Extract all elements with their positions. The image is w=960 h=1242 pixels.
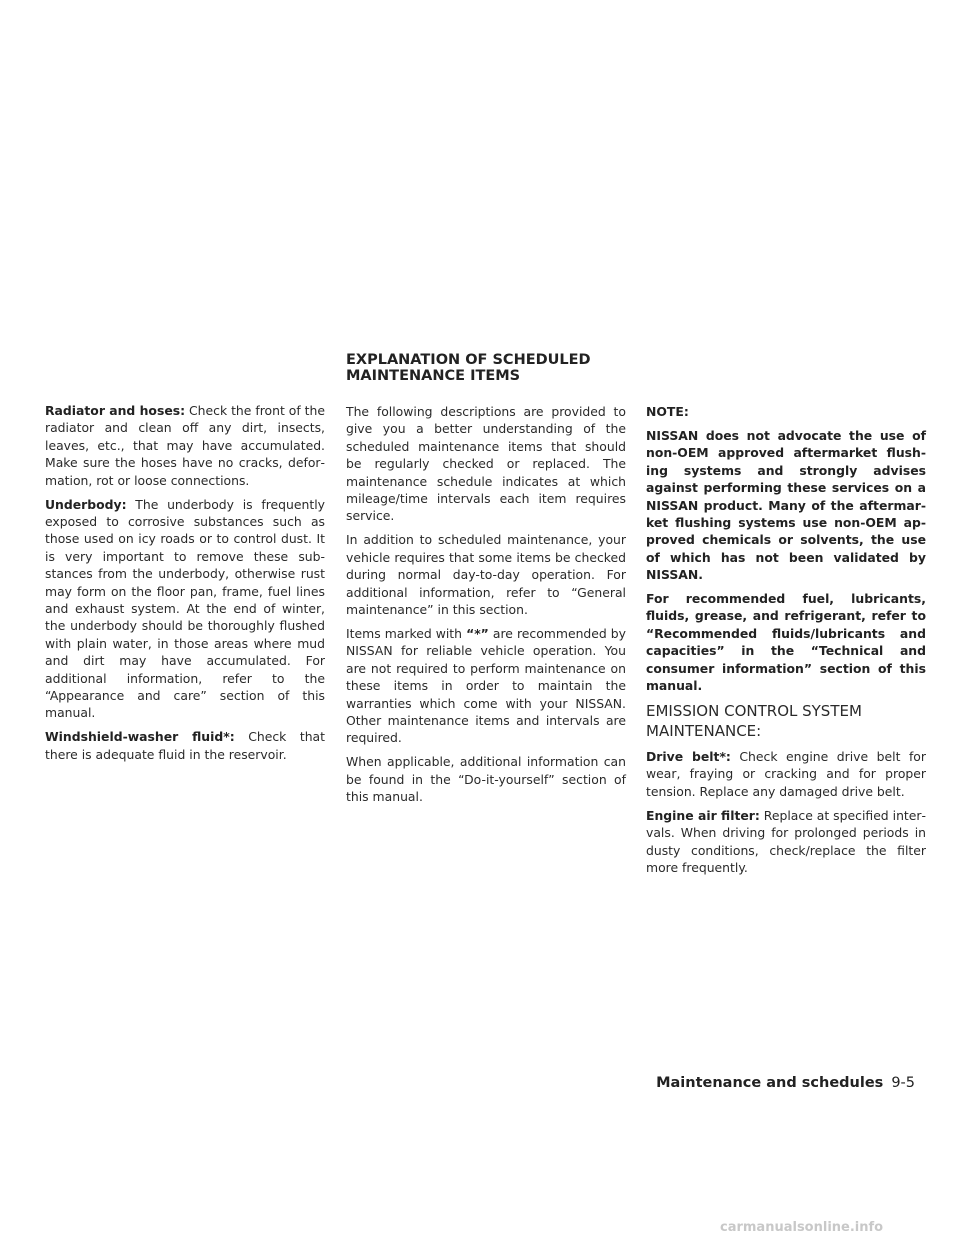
column-right (646, 403, 926, 883)
emission-control-subheading: EMISSION CONTROL SYSTEM MAINTENANCE: (646, 702, 862, 740)
section-heading-line2: MAINTENANCE ITEMS (346, 368, 521, 384)
footer-section-title: Maintenance and schedules (656, 1075, 884, 1091)
column-left (45, 402, 325, 770)
air-filter-text: Replace at specified intervals. When driving for prolonged periods in dusty conditions, check/replace the filter more frequently. (646, 807, 926, 875)
do-it-yourself-paragraph: When applicable, additional information can be found in the “Do-it-yourself” section of this manual. (346, 754, 626, 805)
air-filter-label: Engine air filter: (646, 807, 760, 823)
section-heading-line1: EXPLANATION OF SCHEDULED (346, 352, 591, 368)
drive-belt-paragraph (646, 748, 926, 800)
washer-fluid-label: Windshield-washer fluid*: (45, 729, 235, 745)
watermark-text: carmanualsonline.info (720, 1220, 884, 1235)
drive-belt-label: Drive belt*: (646, 749, 731, 764)
note-paragraph-2: For recommended fuel, lubricants, fluids, grease, and refrigerant, refer to “Recommended fluids/lubricants and capacities” in the “Technical and consumer information” section of this manual. (646, 591, 926, 694)
washer-fluid-paragraph (45, 728, 325, 763)
items-marked-paragraph (346, 625, 626, 747)
day-to-day-paragraph: In addition to scheduled maintenance, your vehicle requires that some items be checked during normal day-to-day operation. For additional information, refer to “General maintenance” in this section. (346, 532, 626, 617)
note-paragraph-1: NISSAN does not advocate the use of non-OEM approved aftermarket flushing systems and strongly advises against performing these services on a NISSAN product. Many of the aftermarket flushing systems use non-OEM approved chemicals or solvents, the use of which has not been validated by NISSAN. (646, 427, 926, 583)
underbody-paragraph (45, 496, 325, 722)
intro-paragraph: The following descriptions are provided to give you a better understanding of the scheduled maintenance items that should be regularly checked or replaced. The maintenance schedule indicates at which mileage/time intervals each item requires service. (346, 404, 626, 524)
items-marked-pre: Items marked with (346, 625, 467, 641)
washer-fluid-text: Check that there is adequate fluid in the reservoir. (45, 729, 325, 762)
note-label: NOTE: (646, 404, 689, 419)
page-number: 9-5 (891, 1075, 915, 1091)
page-footer (656, 1075, 915, 1091)
section-heading (346, 352, 646, 384)
underbody-text: The underbody is frequently exposed to corrosive substances such as those used on icy roads or to control dust. It is very important to remove these substances from the underbody, otherwise rust may form on the floor pan, frame, fuel lines and exhaust system. At the end of winter, the underbody should be thoroughly flushed with plain water, in those areas where mud and dirt may have accumulated. For additional information, refer to the “Appearance and care” section of this manual. (45, 496, 325, 721)
underbody-label: Underbody: (45, 496, 127, 512)
column-middle (346, 403, 626, 812)
asterisk-mark: “*” (466, 625, 489, 641)
radiator-paragraph (45, 402, 325, 489)
radiator-label: Radiator and hoses: (45, 403, 186, 418)
radiator-text: Check the front of the radiator and clean off any dirt, insects, leaves, etc., that may have accumulated. Make sure the hoses have no cracks, deformation, rot or loose connections. (45, 403, 325, 488)
air-filter-paragraph (646, 807, 926, 877)
items-marked-post: are recommended by NISSAN for reliable vehicle operation. You are not required to perform maintenance on these items in order to maintain the warranties which come with your NISSAN. Other maintenance items and intervals are required. (346, 625, 627, 746)
drive-belt-text: Check engine drive belt for wear, fraying or cracking and for proper tension. Replace any damaged drive belt. (646, 749, 926, 799)
